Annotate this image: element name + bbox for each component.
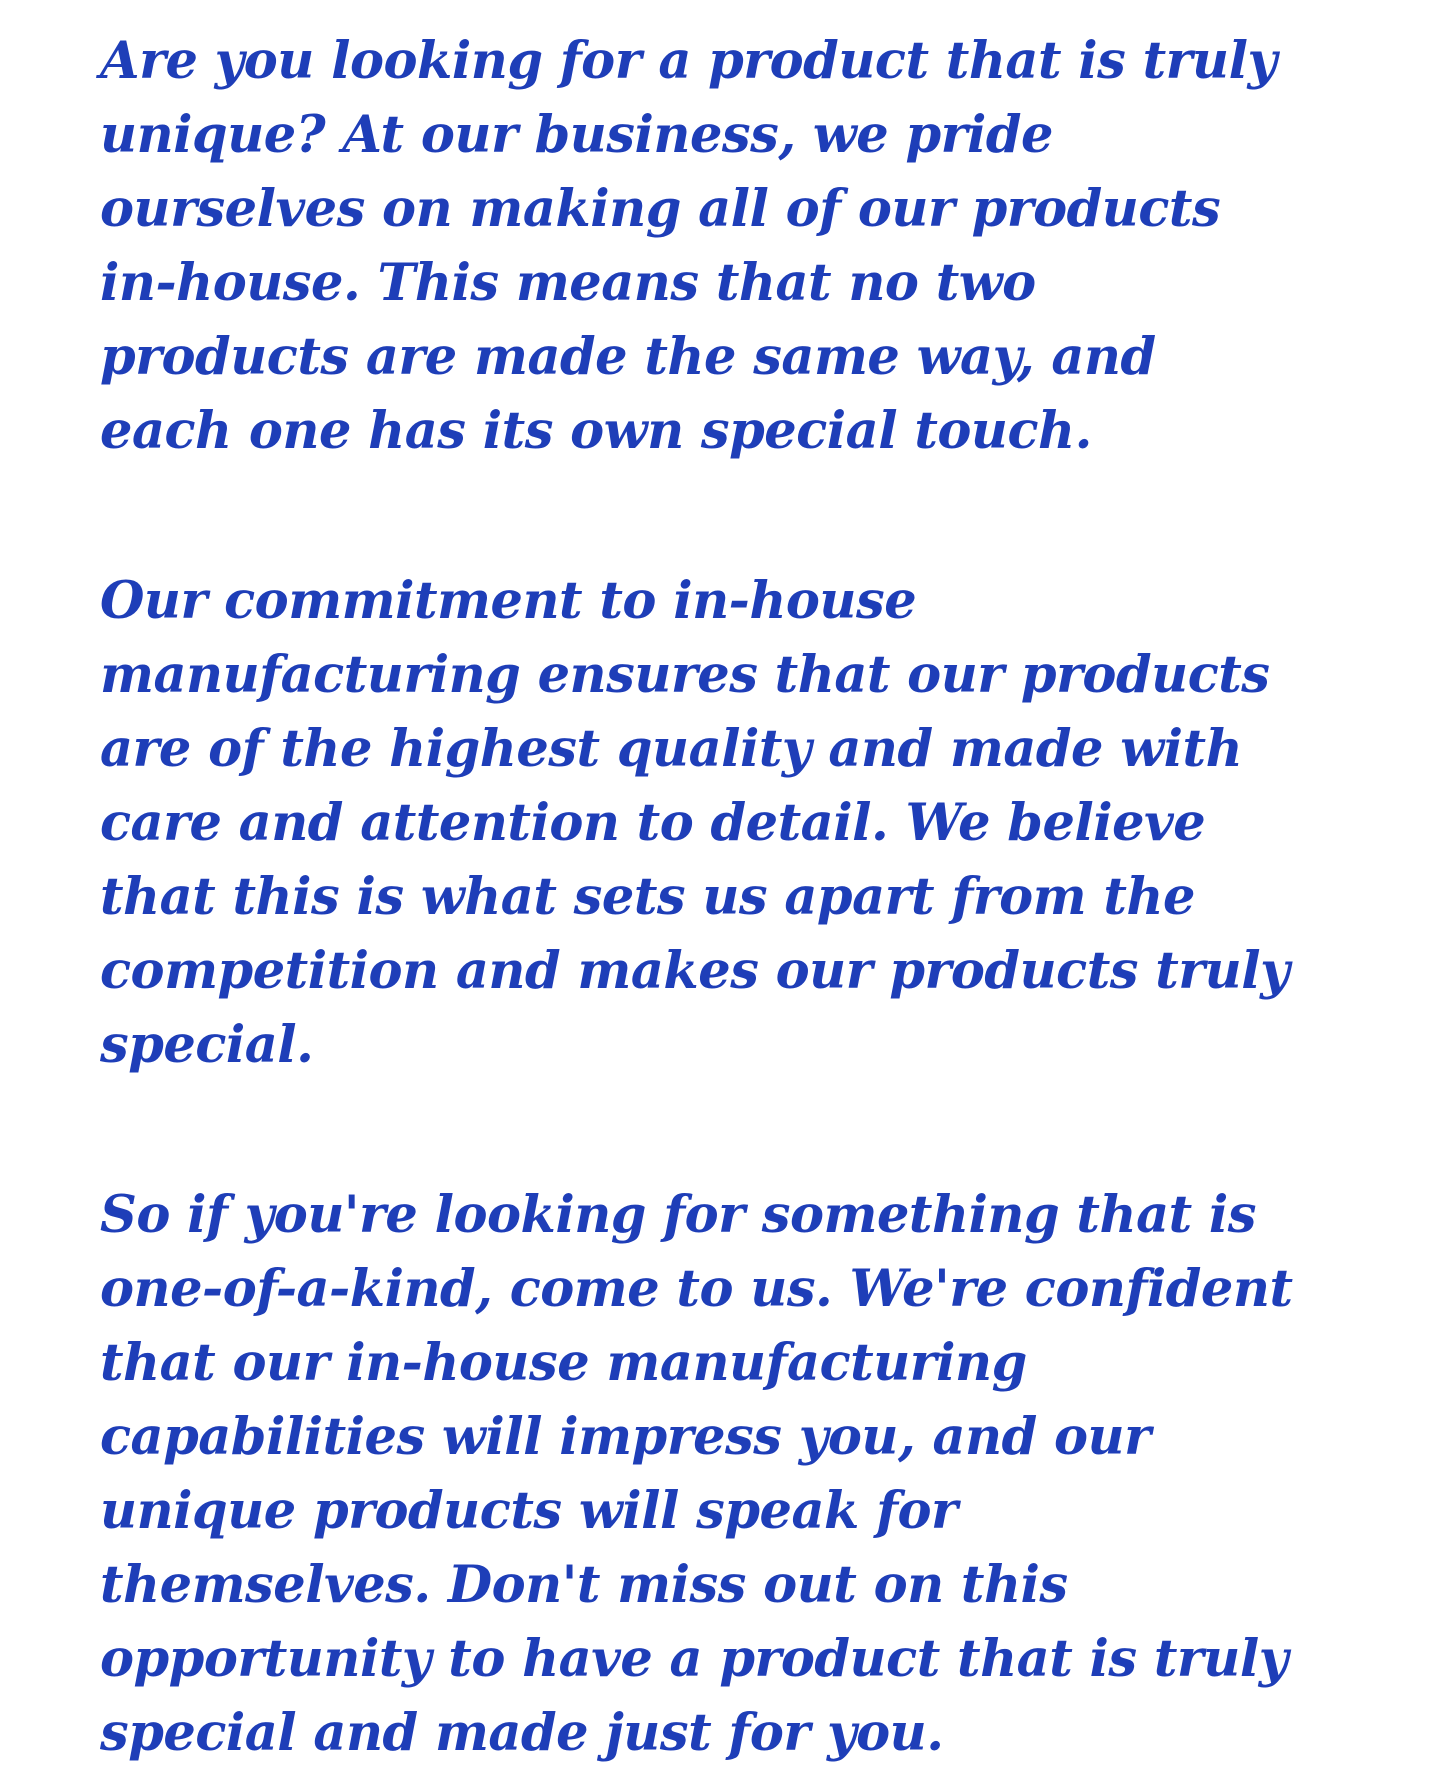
paragraph-call-to-action: So if you're looking for something that is one-of-a-kind, come to us. We're confident that our in-house manufacturing capabilities will impress you, and our unique products will speak for themselves. Don't miss out on this opportunity to have a product that is truly special and made just for you. <box>100 1185 1293 1763</box>
paragraph-commitment-quality: Our commitment to in-house manufacturing ensures that our products are of the highest quality and made with care and attention to detail. We believe that this is what sets us apart from the competition and makes our products truly special. <box>100 571 1290 1075</box>
paragraph-intro-unique-products: Are you looking for a product that is truly unique? At our business, we pride ourselves on making all of our products in-house. This means that no two products are made the same way, and each one has its own special touch. <box>100 31 1277 461</box>
